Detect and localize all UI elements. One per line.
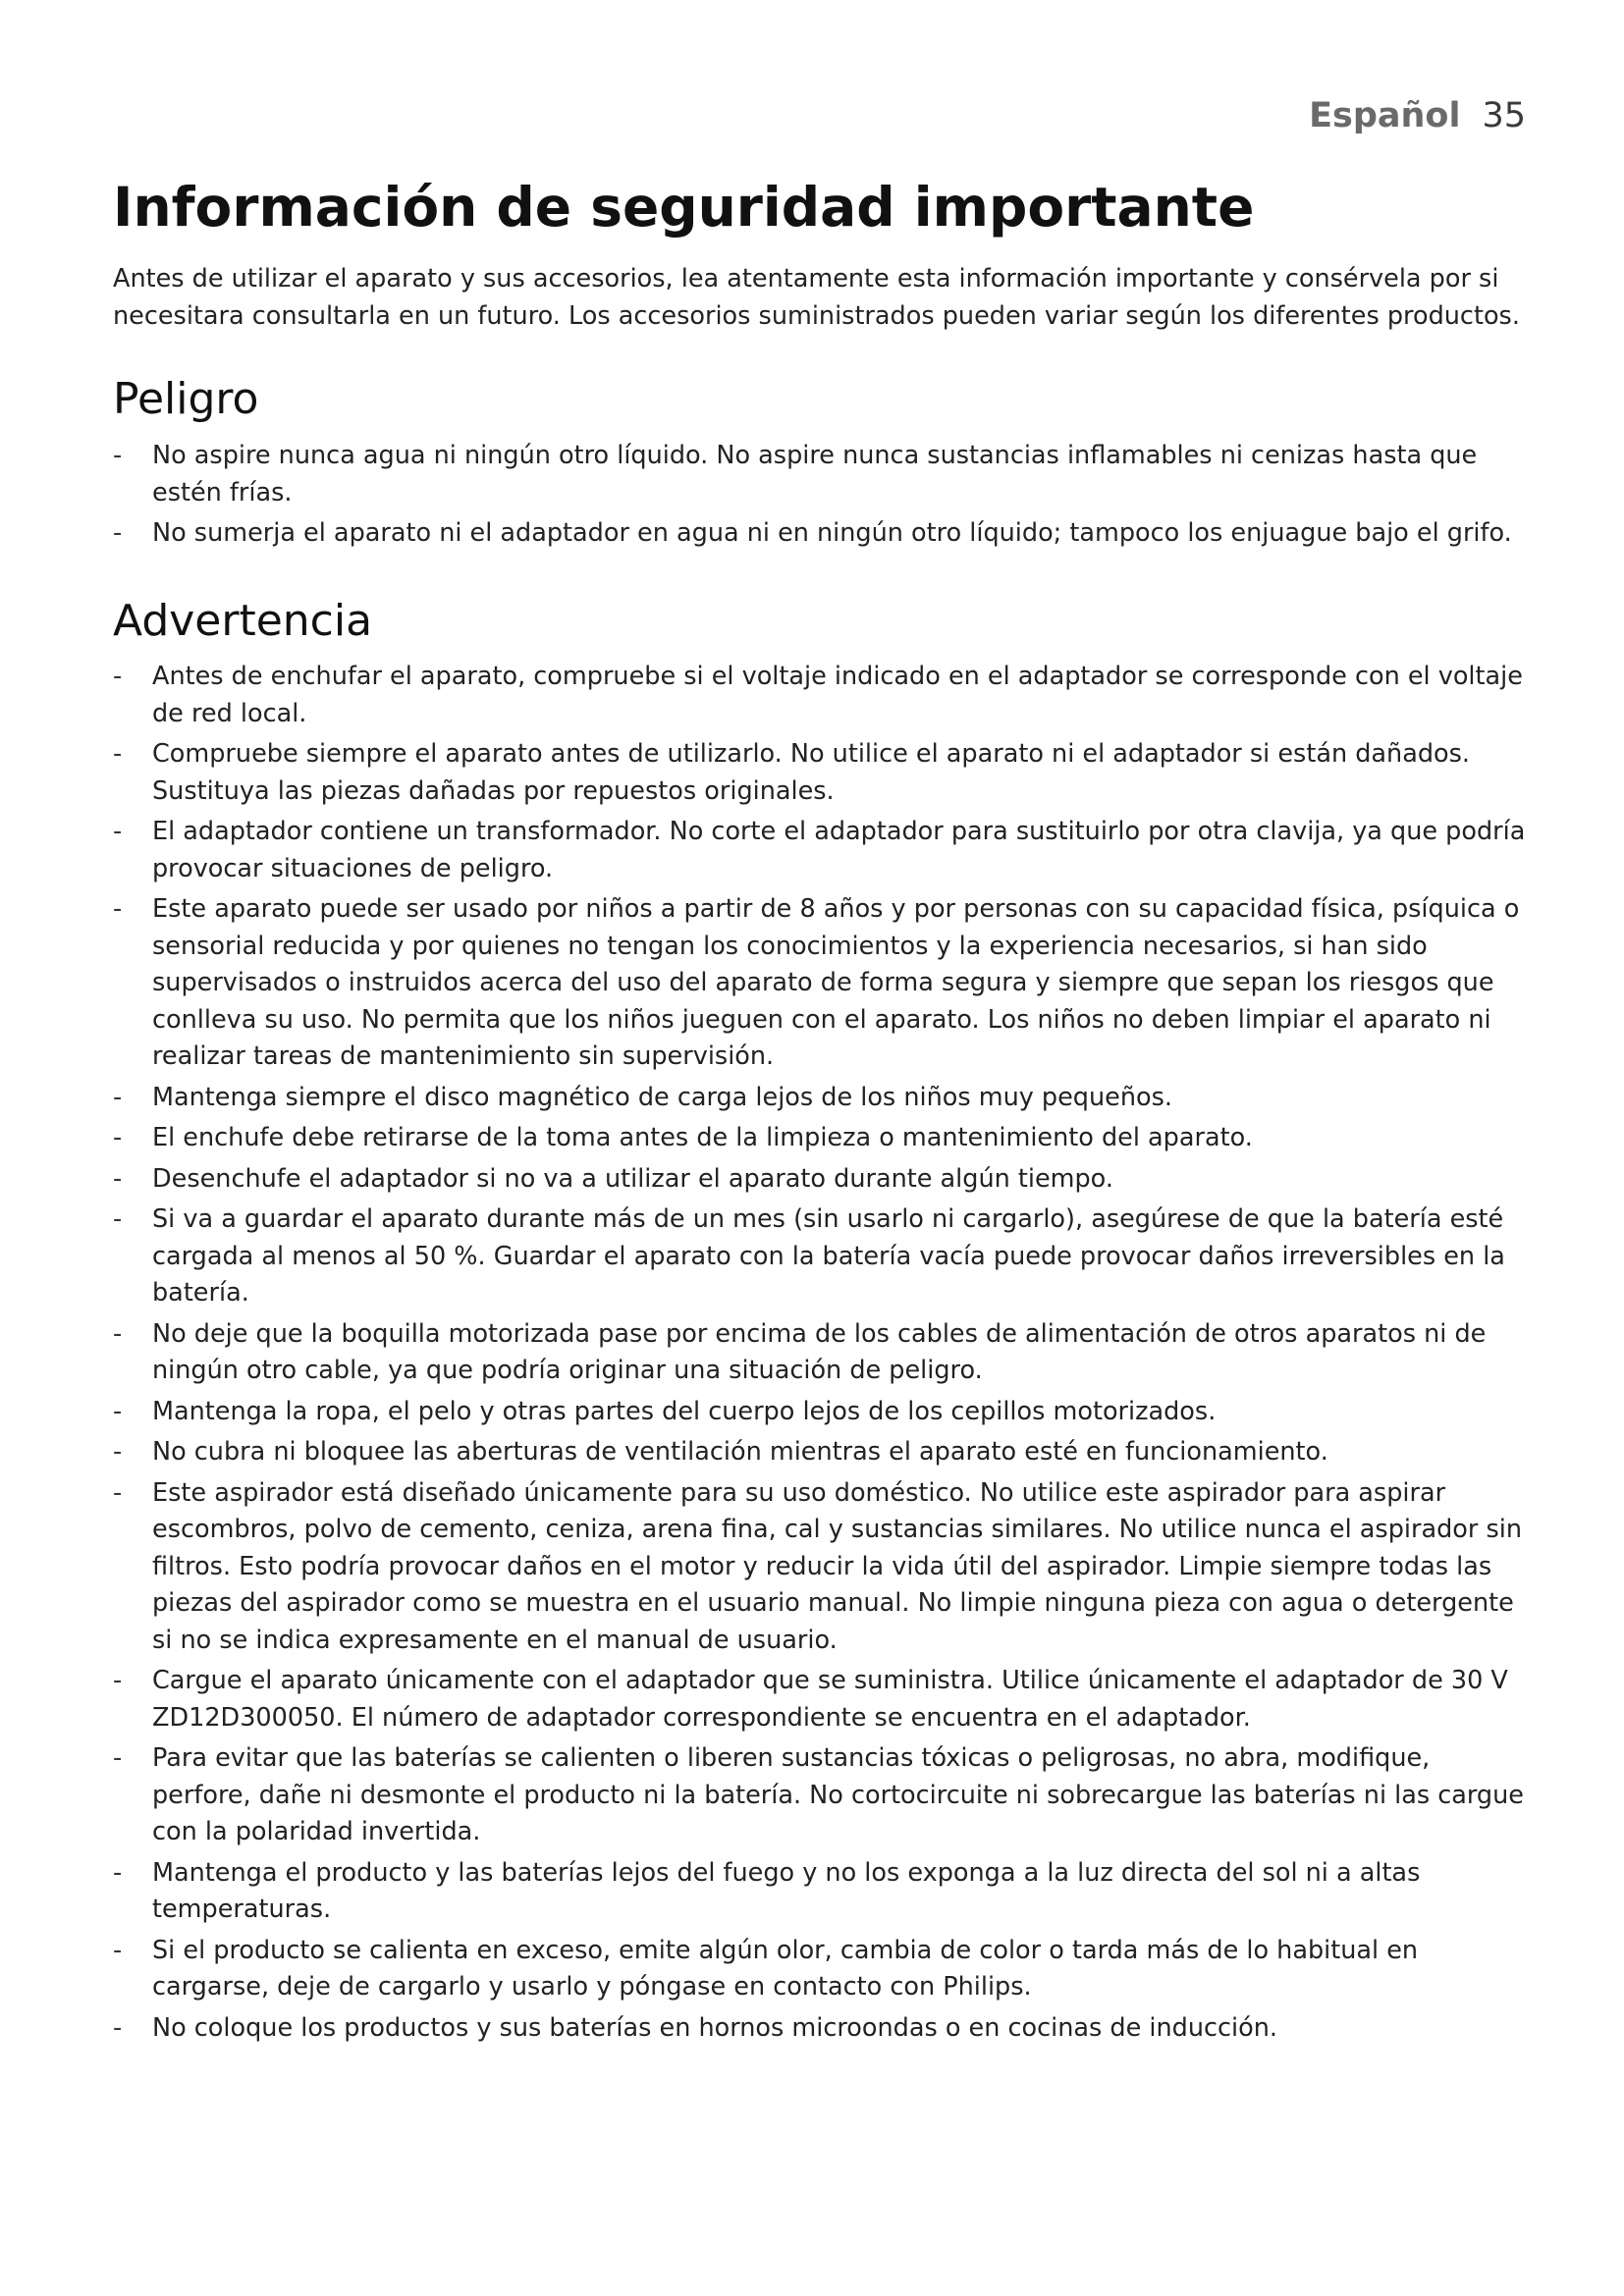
list-item: - Si va a guardar el aparato durante más de un mes (sin usarlo ni cargarlo), asegúrese de que la batería esté cargada al menos al 50 %. Guardar el aparato con la batería vacía puede provocar daños irreversibles en la batería.: [113, 1201, 1527, 1312]
danger-list: [113, 438, 1527, 553]
list-item: - Si el producto se calienta en exceso, emite algún olor, cambia de color o tarda más de lo habitual en cargarse, deje de cargarlo y usarlo y póngase en contacto con Philips.: [113, 1933, 1527, 2006]
page-title: Información de seguridad importante: [113, 176, 1255, 239]
list-item: - Para evitar que las baterías se calienten o liberen sustancias tóxicas o peligrosas, no abra, modifique, perfore, dañe ni desmonte el producto ni la batería. No cortocircuite ni sobrecargue las baterías ni las cargue con la polaridad invertida.: [113, 1740, 1527, 1851]
list-item: - No aspire nunca agua ni ningún otro líquido. No aspire nunca sustancias inflamables ni cenizas hasta que estén frías.: [113, 438, 1527, 511]
page-number: 35: [1482, 96, 1526, 135]
list-item: - Antes de enchufar el aparato, compruebe si el voltaje indicado en el adaptador se corresponde con el voltaje de red local.: [113, 659, 1527, 732]
page-header: [1309, 96, 1526, 135]
language-label: Español: [1309, 96, 1461, 135]
list-item: - Cargue el aparato únicamente con el adaptador que se suministra. Utilice únicamente el adaptador de 30 V ZD12D300050. El número de adaptador correspondiente se encuentra en el adaptador.: [113, 1663, 1527, 1736]
list-item: - El adaptador contiene un transformador. No corte el adaptador para sustituirlo por otra clavija, ya que podría provocar situaciones de peligro.: [113, 814, 1527, 887]
list-item: - No deje que la boquilla motorizada pase por encima de los cables de alimentación de otros aparatos ni de ningún otro cable, ya que podría originar una situación de peligro.: [113, 1316, 1527, 1390]
list-item: - Este aparato puede ser usado por niños a partir de 8 años y por personas con su capacidad física, psíquica o sensorial reducida y por quienes no tengan los conocimientos y la experiencia necesarios, si han sido supervisados o instruidos acerca del uso del aparato de forma segura y siempre que sepan los riesgos que conlleva su uso. No permita que los niños jueguen con el aparato. Los niños no deben limpiar el aparato ni realizar tareas de mantenimiento sin supervisión.: [113, 891, 1527, 1076]
list-item: - Mantenga la ropa, el pelo y otras partes del cuerpo lejos de los cepillos motorizados.: [113, 1394, 1527, 1431]
list-item: - Este aspirador está diseñado únicamente para su uso doméstico. No utilice este aspirador para aspirar escombros, polvo de cemento, ceniza, arena fina, cal y sustancias similares. No utilice nunca el aspirador sin filtros. Esto podría provocar daños en el motor y reducir la vida útil del aspirador. Limpie siempre todas las piezas del aspirador como se muestra en el usuario manual. No limpie ninguna pieza con agua o detergente si no se indica expresamente en el manual de usuario.: [113, 1475, 1527, 1660]
warning-list: [113, 659, 1527, 2047]
list-item: - No cubra ni bloquee las aberturas de ventilación mientras el aparato esté en funcionamiento.: [113, 1434, 1527, 1471]
list-item: - Compruebe siempre el aparato antes de utilizarlo. No utilice el aparato ni el adaptador si están dañados. Sustituya las piezas dañadas por repuestos originales.: [113, 736, 1527, 810]
list-item: - No coloque los productos y sus baterías en hornos microondas o en cocinas de inducción.: [113, 2010, 1527, 2048]
section-heading-danger: Peligro: [113, 374, 259, 425]
list-item: - No sumerja el aparato ni el adaptador en agua ni en ningún otro líquido; tampoco los enjuague bajo el grifo.: [113, 515, 1527, 553]
list-item: - Desenchufe el adaptador si no va a utilizar el aparato durante algún tiempo.: [113, 1161, 1527, 1199]
list-item: - El enchufe debe retirarse de la toma antes de la limpieza o mantenimiento del aparato.: [113, 1120, 1527, 1157]
list-item: - Mantenga el producto y las baterías lejos del fuego y no los exponga a la luz directa del sol ni a altas temperaturas.: [113, 1855, 1527, 1929]
section-heading-warning: Advertencia: [113, 595, 373, 646]
document-body: [113, 177, 1527, 2090]
list-item: - Mantenga siempre el disco magnético de carga lejos de los niños muy pequeños.: [113, 1080, 1527, 1117]
intro-paragraph: Antes de utilizar el aparato y sus accesorios, lea atentamente esta información importante y consérvela por si necesitara consultarla en un futuro. Los accesorios suministrados pueden variar según los diferentes productos.: [113, 264, 1520, 332]
